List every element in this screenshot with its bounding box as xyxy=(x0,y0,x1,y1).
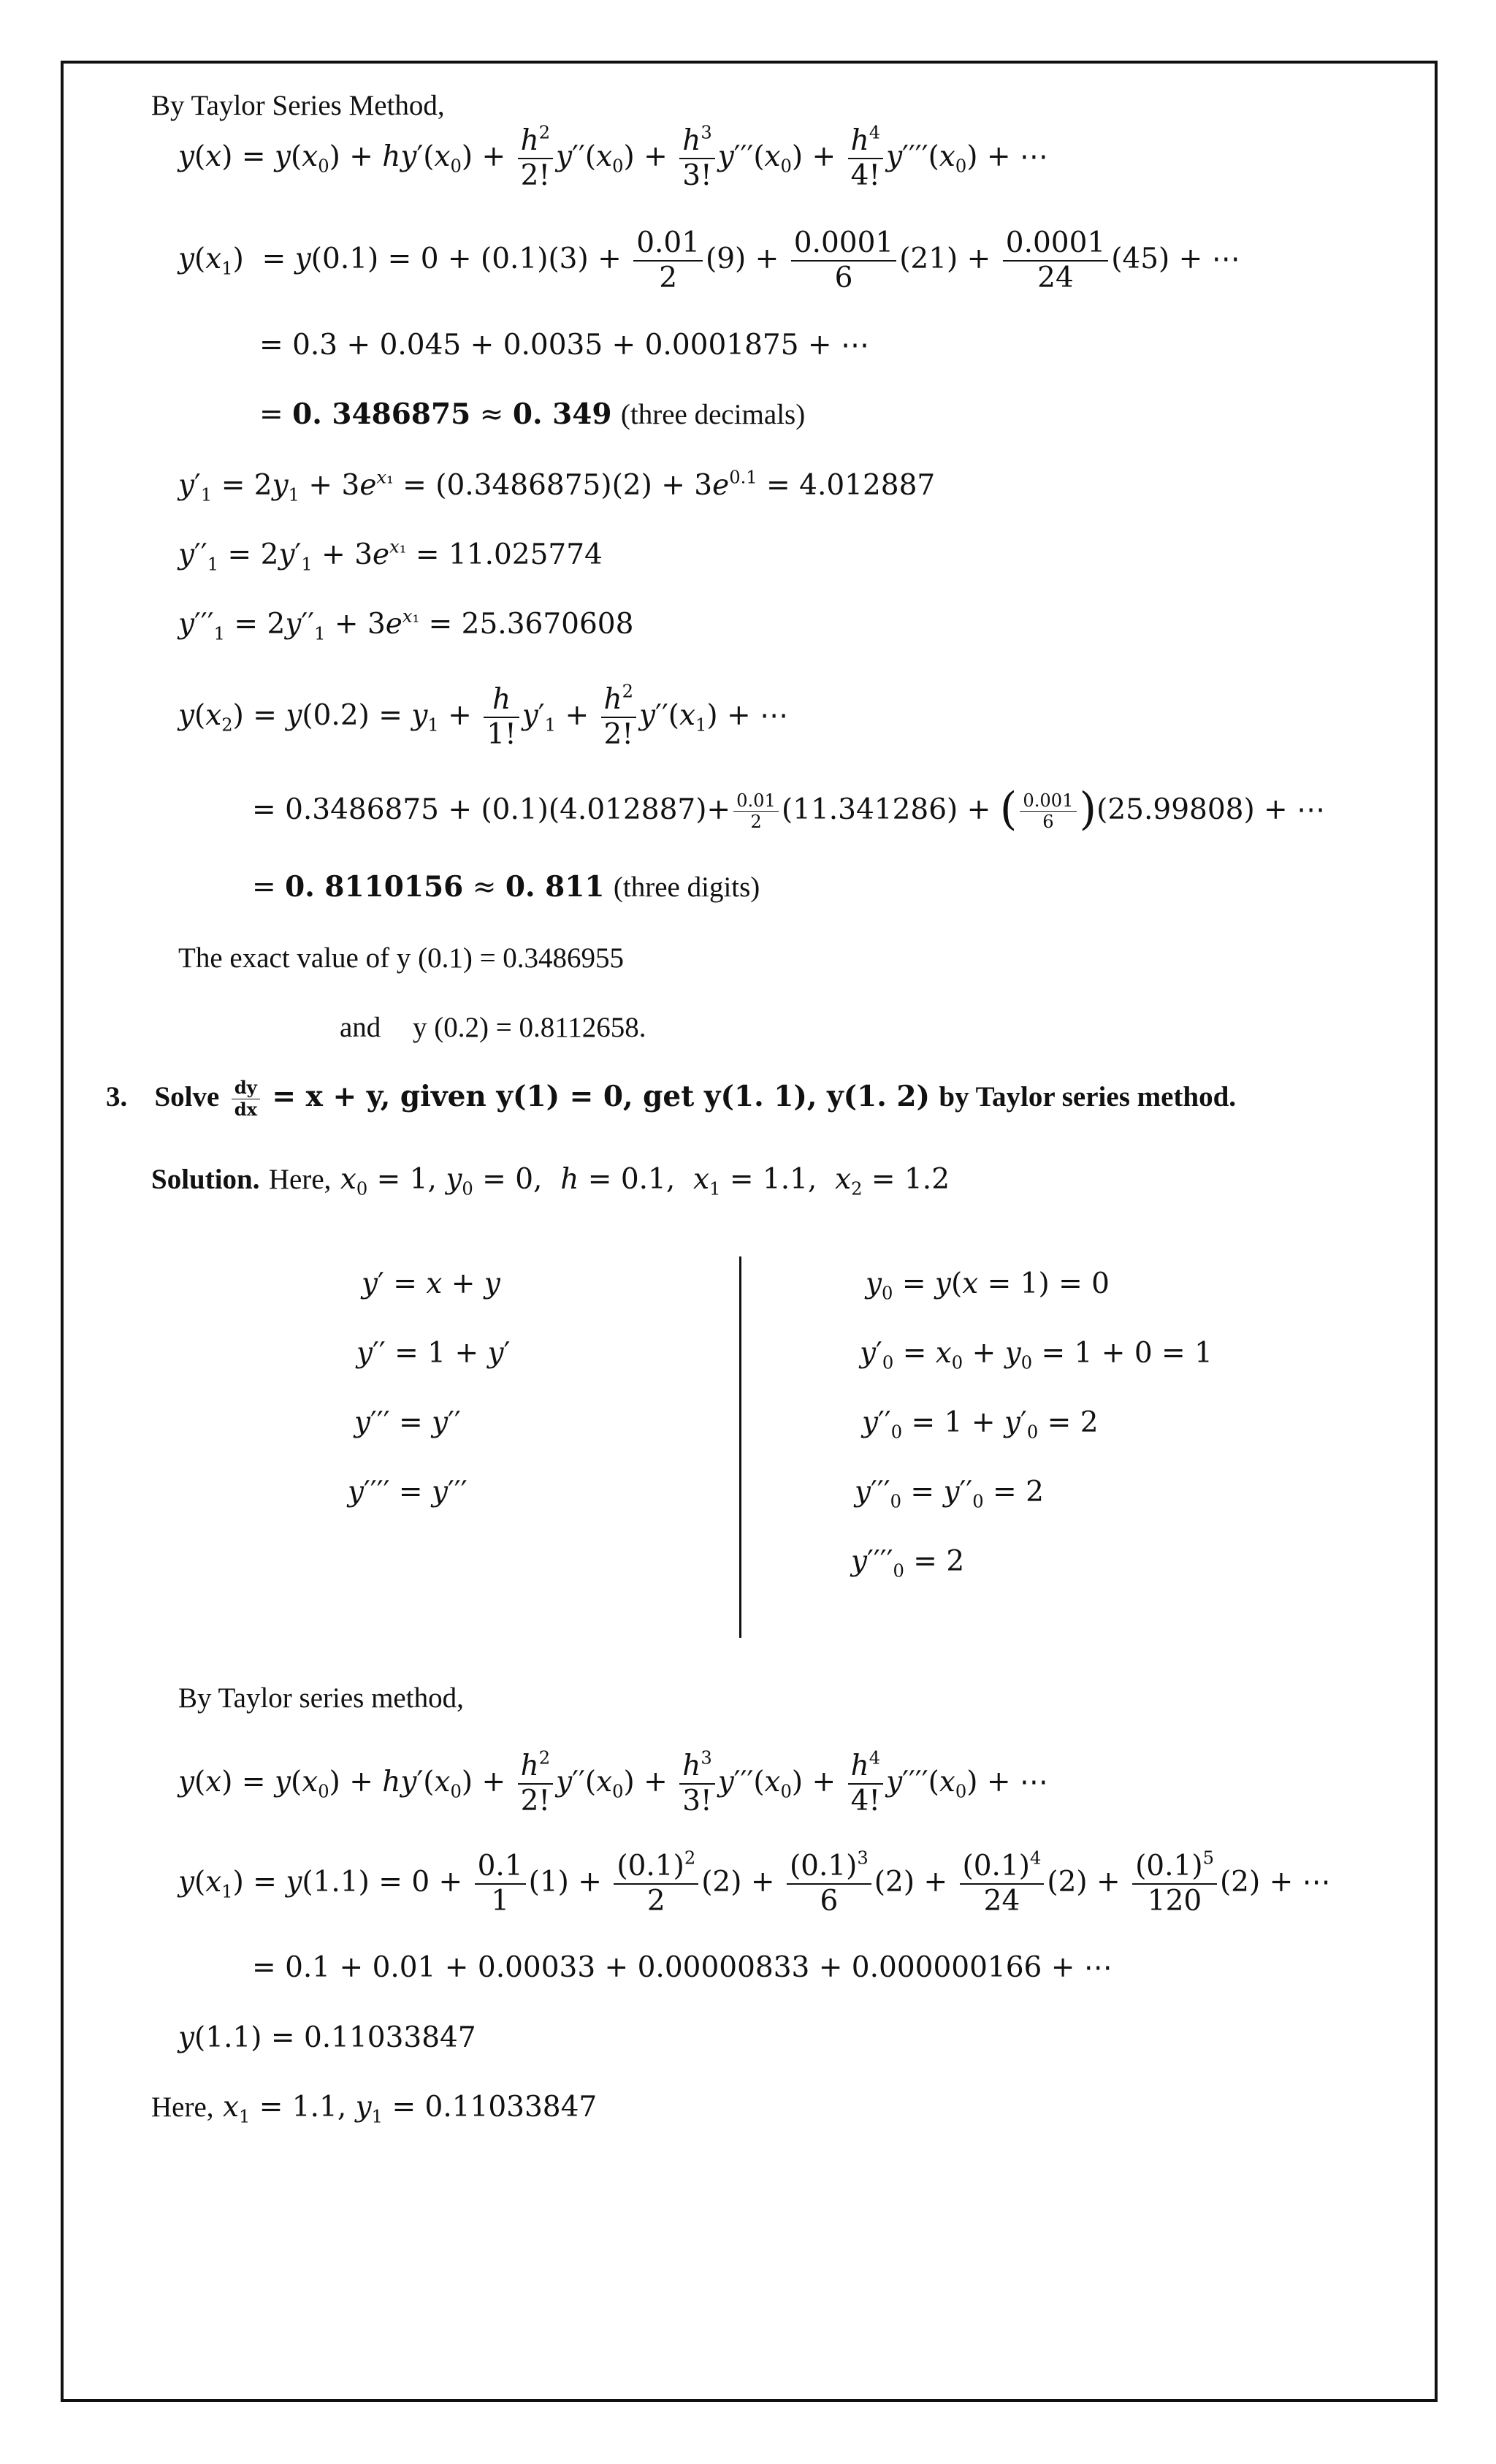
here-word: Here, xyxy=(268,1164,332,1195)
y1-triple-prime: $y'''_1 = 2y''_1 + 3e^{x_1} = 25.3670608$ xyxy=(178,606,634,644)
y-1-1-expansion: $y(x_1) = y(1.1) = 0$ + $\frac{0.1}{1}$ (1) + $\frac{(0.1)^2}{2}$ (2) + $\frac{(0.1)^3}{6}$ (2) + $\frac{(0.1)^4}{24}$ (2) + $\frac{(0.1)^5}{120}$ (2) + ⋯ xyxy=(178,1847,1331,1918)
initial-y0: $y_0 = y(x = 1) = 0$ xyxy=(866,1267,1110,1304)
three-decimals-note: (three decimals) xyxy=(620,399,806,430)
solution-givens: Solution. Here, $x_0 = 1$, $y_0 = 0$, h = 0.1, $x_1 = 1.1$, $x_2 = 1.2$ xyxy=(151,1163,950,1199)
y-x1-result: = 0. 3486875 ≈ 0. 349 (three decimals) xyxy=(259,397,806,431)
y1-double-prime: $y''_1 = 2y'_1 + 3e^{x_1} = 11.025774$ xyxy=(178,536,603,575)
problem-number: 3. xyxy=(106,1081,128,1113)
exact-value-1: The exact value of y (0.1) = 0.3486955 xyxy=(178,942,625,974)
initial-y0-quad-prime: $y''''_0 = 2$ xyxy=(851,1545,965,1582)
three-digits-note: (three digits) xyxy=(613,871,760,903)
taylor-formula-2: $y(x) = y(x_0) + hy'(x_0)$ + $\frac{h^2}{2!}$ $y''(x_0)$ + $\frac{h^3}{3!}$ $y'''(x_0)$ + $\frac{h^4}{4!}$ $y''''(x_0)$ + ⋯ xyxy=(178,1747,1048,1818)
taylor-heading-2: By Taylor series method, xyxy=(178,1682,464,1714)
y-1-1-result: y(1.1) = 0.11033847 xyxy=(178,2021,476,2054)
y-x2-substitution: = 0.3486875 + (0.1)(4.012887)+ $\frac{0.01}{2}$ (11.341286) + ( $\frac{0.001}{6}$ )(25.99808) + ⋯ xyxy=(252,784,1326,835)
y-x2-expansion: $y(x_2) = y(0.2) = y_1$ + $\frac{h}{1!}$ $y'_1$ + $\frac{h^2}{2!}$ $y''(x_1)$ + ⋯ xyxy=(178,681,789,752)
y1-prime: $y'_1 = 2y_1 + 3e^{x_1} = (0.3486875)(2) + 3e^{0.1} = 4.012887$ xyxy=(178,467,936,506)
derivative-y3: y′′′ = y′′ xyxy=(354,1406,461,1439)
here-x1-y1: Here, $x_1 = 1.1$, $y_1 = 0.11033847$ xyxy=(151,2091,598,2127)
y-1-1-sum: = 0.1 + 0.01 + 0.00033 + 0.00000833 + 0.000000166 + ⋯ xyxy=(252,1951,1113,1984)
taylor-heading: By Taylor Series Method, xyxy=(151,90,445,121)
solve-word: Solve xyxy=(154,1081,220,1113)
exact-and: and xyxy=(340,1012,381,1043)
y-x1-sum: = 0.3 + 0.045 + 0.0035 + 0.0001875 + ⋯ xyxy=(259,329,869,362)
derivative-y2: y′′ = 1 + y′ xyxy=(356,1337,511,1370)
problem-tail: by Taylor series method. xyxy=(939,1081,1237,1113)
derivative-y4: y′′′′ = y′′′ xyxy=(348,1476,468,1508)
exact-value-2: y (0.2) = 0.8112658. xyxy=(413,1012,646,1043)
initial-y0-prime: $y'_0 = x_0 + y_0 = 1 + 0 = 1$ xyxy=(860,1337,1213,1373)
table-divider xyxy=(739,1256,741,1638)
initial-y0-double-prime: $y''_0 = 1 + y'_0 = 2$ xyxy=(862,1406,1099,1443)
taylor-formula-1: $y(x) = y(x_0) + hy'(x_0)$ + $\frac{h^2}{2!}$ $y''(x_0)$ + $\frac{h^3}{3!}$ $y'''(x_0)$ + $\frac{h^4}{4!}$ $y''''(x_0)$ + ⋯ xyxy=(178,122,1048,193)
y-x1-expansion: $y(x_1) = y(0.1) = 0 + (0.1)(3)$ + $\frac{0.01}{2}$ (9) + $\frac{0.0001}{6}$ (21) + $\frac{0.0001}{24}$ (45) + ⋯ xyxy=(178,226,1240,295)
solution-label: Solution. xyxy=(151,1164,260,1195)
y-x2-result: = 0. 8110156 ≈ 0. 811 (three digits) xyxy=(252,870,760,904)
derivative-y1: y′ = x + y xyxy=(362,1267,500,1300)
here-word-2: Here, xyxy=(151,2091,214,2123)
initial-y0-triple-prime: $y'''_0 = y''_0 = 2$ xyxy=(855,1476,1044,1512)
problem-3-statement: 3. Solve $\frac{dy}{dx}$ = x + y, given y(1) = 0, get y(1. 1), y(1. 2) by Taylor series method. xyxy=(106,1077,1237,1120)
